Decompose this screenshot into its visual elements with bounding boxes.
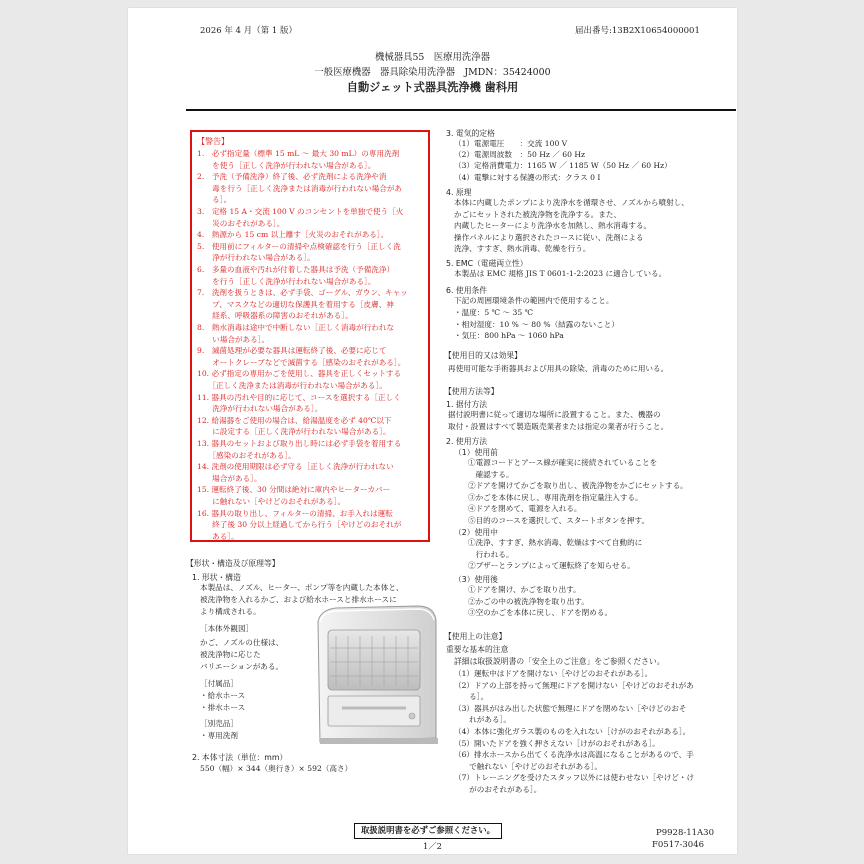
appearance-text-2: 被洗浄物に応じた	[200, 650, 261, 659]
caution-line: で触れない［やけどのおそれがある］。	[454, 761, 603, 771]
purpose-title: 【使用目的又は効果】	[444, 351, 522, 360]
warning-line: 終了後 30 分以上経過してから行う［やけどのおそれが	[197, 520, 402, 530]
appearance-title: ［本体外観図］	[200, 624, 254, 633]
conditions-line: ・気圧：800 hPa ～ 1060 hPa	[454, 331, 564, 341]
caution-line: （2）ドアの上部を持って無理にドアを開けない［やけどのおそれがあ	[454, 680, 694, 690]
classification-line-1: 機械器具55 医療用洗浄器	[374, 52, 491, 63]
rating-line: （2）電源周波数 ：50 Hz ／ 60 Hz	[454, 150, 585, 160]
accessory-1: ・給水ホース	[200, 691, 246, 700]
warning-line: 9. 滅菌処理が必要な器具は運転終了後、必要に応じて	[197, 346, 387, 356]
warning-line: 毒を行う［正しく洗浄または消毒が行われない場合があ	[197, 183, 403, 193]
install-line: 取付・設置はすべて製造販売業者または指定の業者が行うこと。	[448, 421, 669, 431]
warning-line: を使う［正しく洗浄が行われない場合がある］。	[197, 160, 376, 170]
warning-line: 1. 必ず指定量（標準 15 mL ～ 最大 30 mL）の専用洗剤	[197, 149, 400, 158]
warning-line: 災のおそれがある］。	[197, 218, 285, 228]
caution-line: れがある］。	[454, 715, 511, 725]
sold-separately-1: ・専用洗剤	[200, 731, 238, 740]
caution-line: （6）排水ホースから出てくる洗浄水は高温になることがあるので、手	[454, 750, 694, 760]
appearance-text-1: かご、ノズルの仕様は、	[200, 638, 284, 647]
conditions-line: ・相対湿度：10 % ～ 80 %（結露のないこと）	[454, 319, 619, 329]
during-line: ②ブザーとランプによって運転終了を知らせる。	[468, 561, 635, 571]
caution-subtitle: 重要な基本的注意	[446, 645, 509, 654]
warning-box	[190, 130, 430, 542]
warning-title: 【警告】	[197, 137, 229, 146]
page-number: 1／2	[422, 841, 443, 851]
before-line: ③かごを本体に戻し、専用洗剤を指定量注入する。	[468, 492, 643, 502]
warning-line: 浄が行われない場合がある］。	[197, 253, 315, 263]
manual-notice: 取扱説明書を必ずご参照ください。	[354, 823, 502, 839]
warning-line: オートクレーブなどで滅菌する［感染のおそれがある］。	[197, 357, 406, 367]
code-1: P9928-11A30	[656, 828, 714, 838]
before-title: （1）使用前	[454, 448, 498, 457]
usage-title: 2. 使用方法	[446, 437, 488, 446]
emc-text: 本製品は EMC 規格 JIS T 0601-1-2:2023 に適合している。	[454, 269, 667, 278]
warning-line: 6. 多量の血液や汚れが付着した器具は予洗（予備洗浄）	[197, 265, 395, 274]
principle-line: かごにセットされた被洗浄物を洗浄する。また、	[454, 209, 622, 219]
emc-title: 5. EMC（電磁両立性）	[446, 259, 528, 268]
sold-separately-title: ［別売品］	[200, 719, 238, 728]
caution-line: （5）開いたドアを強く押さえない［けがのおそれがある］。	[454, 738, 660, 748]
warning-line: 10. 必ず指定の専用かごを使用し、器具を正しくセットする	[197, 369, 402, 379]
purpose-text: 再使用可能な手術器具および用具の除染、消毒のために用いる。	[448, 364, 669, 373]
dimension-title: 2. 本体寸法（単位：mm）	[192, 753, 288, 762]
document-title: 自動ジェット式器具洗浄機 歯科用	[346, 81, 519, 94]
caution-bold: 詳細は取扱説明書の「安全上のご注意」をご参照ください。	[454, 657, 665, 666]
rating-line: （3）定格消費電力：1165 W ／ 1185 W（50 Hz ／ 60 Hz）	[454, 161, 672, 171]
after-line: ②かごの中の被洗浄物を取り出す。	[468, 596, 589, 606]
dimension-values: 550（幅）× 344（奥行き）× 592（高さ）	[200, 764, 353, 773]
caution-line: （1）運転中はドアを開けない［やけどのおそれがある］。	[454, 669, 653, 678]
shape-body-1: 本製品は、ノズル、ヒーター、ポンプ等を内蔵した本体と、	[200, 583, 404, 592]
caution-line: （3）器具がはみ出した状態で無理にドアを閉めない［やけどのおそ	[454, 703, 687, 713]
caution-line: （4）本体に強化ガラス製のものを入れない［けがのおそれがある］。	[454, 727, 691, 736]
washer-illustration	[306, 600, 446, 750]
registration-number: 届出番号:13B2X10654000001	[575, 26, 700, 36]
warning-line: 8. 熱水消毒は途中で中断しない［正しく消毒が行われな	[197, 323, 395, 332]
warning-line: を行う［正しく洗浄が行われない場合がある］。	[197, 276, 376, 286]
conditions-line: 下記の周囲環境条件の範囲内で使用すること。	[454, 296, 614, 305]
before-line: 確認する。	[468, 469, 514, 479]
principle-line: 洗浄、すすぎ、熱水消毒、乾燥を行う。	[454, 244, 591, 254]
conditions-title: 6. 使用条件	[446, 286, 488, 295]
warning-line: ［感染のおそれがある］。	[197, 450, 296, 460]
warning-line: プ、マスクなどの適切な保護具を着用する［皮膚、神	[197, 299, 394, 309]
warning-line: 14. 洗剤の使用期限は必ず守る［正しく洗浄が行われない	[197, 462, 394, 472]
warning-line: ［正しく洗浄または消毒が行われない場合がある］。	[197, 381, 387, 390]
warning-line: 12. 給湯器をご使用の場合は、給湯温度を必ず 40℃以下	[197, 415, 392, 425]
caution-line: （7）トレーニングを受けたスタッフ以外には使わせない［やけど・け	[454, 773, 695, 783]
principle-title: 4. 原理	[446, 188, 472, 197]
accessories-title: ［付属品］	[200, 679, 238, 688]
warning-line: 11. 器具の汚れや目的に応じて、コースを選択する［正しく	[197, 392, 401, 402]
warning-line: 洗浄が行われない場合がある］。	[197, 404, 323, 414]
install-line: 据付説明書に従って適切な場所に設置すること。また、機器の	[448, 410, 661, 419]
warning-line: に触れない［やけどのおそれがある］。	[197, 497, 346, 506]
before-line: ⑤目的のコースを選択して、スタートボタンを押す。	[468, 516, 650, 525]
during-line: ①洗浄、すすぎ、熱水消毒、乾燥はすべて自動的に	[468, 538, 643, 547]
appearance-text-3: バリエーションがある。	[200, 662, 284, 671]
principle-line: 本体に内蔵したポンプにより洗浄水を循環させ、ノズルから噴射し、	[454, 198, 689, 207]
accessory-2: ・排水ホース	[200, 703, 246, 712]
after-line: ③空のかごを本体に戻し、ドアを閉める。	[468, 608, 613, 618]
principle-line: 操作パネルにより選択されたコースに従い、洗剤による	[454, 232, 644, 242]
warning-line: 16. 器具の取り出し、フィルターの清掃、お手入れは運転	[197, 508, 393, 518]
shape-body-3: より構成される。	[200, 607, 261, 616]
after-title: （3）使用後	[454, 575, 498, 584]
warning-line: 経系、呼吸器系の障害のおそれがある］。	[197, 311, 353, 321]
warning-line: る］。	[197, 195, 232, 205]
warning-line: 15. 運転終了後、30 分間は絶対に庫内やヒーターカバー	[197, 485, 391, 495]
warning-line: 3. 定格 15 A・交流 100 V のコンセントを単独で使う［火	[197, 207, 404, 216]
caution-line: る］。	[454, 692, 489, 702]
caution-line: がのおそれがある］。	[454, 785, 542, 794]
title-rule	[186, 109, 736, 111]
during-line: 行われる。	[468, 549, 514, 559]
warning-line: 5. 使用前にフィルターの清掃や点検確認を行う［正しく洗	[197, 241, 401, 251]
issue-date: 2026 年 4 月（第 1 版）	[200, 26, 297, 36]
after-line: ①ドアを開け、かごを取り出す。	[468, 585, 581, 594]
warning-line: に設定する［正しく洗浄が行われない場合がある］。	[197, 427, 391, 437]
before-line: ④ドアを閉めて、電源を入れる。	[468, 504, 582, 514]
before-line: ①電源コードとアース線が確実に接続されていることを	[468, 458, 658, 467]
rating-line: （4）電撃に対する保護の形式：クラス 0 Ⅰ	[454, 172, 601, 182]
warning-line: ある］。	[197, 531, 239, 541]
warning-line: い場合がある］。	[197, 334, 270, 344]
shape-heading: 【形状・構造及び原理等】	[186, 559, 280, 568]
conditions-line: ・温度：5 ℃ ～ 35 ℃	[454, 307, 534, 317]
rating-title: 3. 電気的定格	[446, 129, 495, 138]
caution-title: 【使用上の注意】	[444, 632, 507, 641]
shape-body-2: 被洗浄物を入れるかご、および給水ホースと排水ホースに	[200, 595, 397, 604]
shape-sub1: 1. 形状・構造	[192, 573, 241, 582]
warning-line: 2. 予洗（予備洗浄）終了後、必ず洗剤による洗浄や消	[197, 172, 387, 182]
warning-line: 4. 熱源から 15 cm 以上離す［火災のおそれがある］。	[197, 230, 389, 240]
classification-line-2: 一般医療機器 器具除染用洗浄器 JMDN：35424000	[314, 67, 551, 78]
warning-line: 7. 洗剤を扱うときは、必ず手袋、ゴーグル、ガウン、キャッ	[197, 288, 408, 298]
method-title: 【使用方法等】	[444, 387, 499, 396]
warning-line: 場合がある］。	[197, 473, 262, 483]
document-page	[128, 8, 737, 854]
install-title: 1. 据付方法	[446, 400, 488, 409]
before-line: ②ドアを開けてかごを取り出し、被洗浄物をかごにセットする。	[468, 481, 688, 491]
principle-line: 内蔵したヒーターにより洗浄水を加熱し、熱水消毒する。	[454, 221, 652, 231]
code-2: F0517-3046	[652, 840, 705, 850]
warning-line: 13. 器具のセットおよび取り出し時には必ず手袋を着用する	[197, 439, 402, 448]
during-title: （2）使用中	[454, 528, 498, 537]
rating-line: （1）電源電圧 ：交流 100 V	[454, 139, 568, 148]
